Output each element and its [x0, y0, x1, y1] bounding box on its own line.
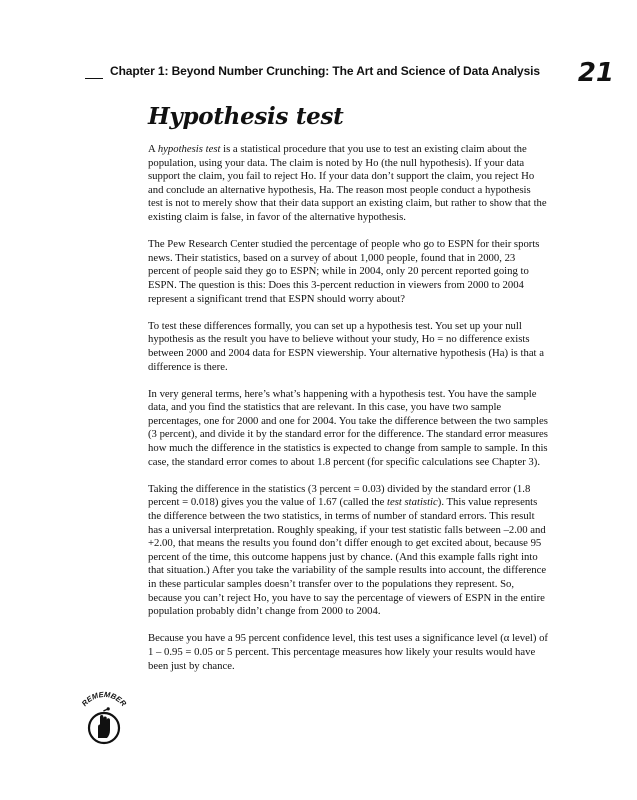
paragraph-5	[148, 483, 548, 619]
paragraph-3: To test these differences formally, you can set up a hypothesis test. You set up your null hypothesis as the result you have to believe without your study, Ho = no difference exists between 2000 and 2004 data for ESPN viewership. Your alternative hypothesis (Ha) is that a difference is there.	[148, 319, 544, 373]
p1-lead: A	[148, 143, 158, 155]
remember-icon	[74, 690, 134, 746]
term-test-statistic: test statistic	[387, 496, 438, 509]
paragraph-6: Because you have a 95 percent confidence level, this test uses a significance level (α level) of 1 – 0.95 = 0.05 or 5 percent. This percentage measures how likely your results would have been just by chance.	[148, 632, 548, 672]
term-hypothesis-test: hypothesis test	[157, 143, 221, 155]
remember-icon-graphic	[74, 690, 134, 746]
header-rule	[85, 78, 103, 79]
section-title: Hypothesis test	[148, 103, 344, 130]
body-text	[148, 143, 548, 673]
paragraph-4: In very general terms, here’s what’s happening with a hypothesis test. You have the sample data, and you find the statistics that are relevant. In this case, you have two sample percentages, one for 2000 and one for 2004. You take the difference between the two samples (3 percent), and divide it by the standard error for the difference. The standard error measures how much the difference in the statistics is expected to change from sample to sample. In this case, the standard error comes to about 1.8 percent (for specific calculations see Chapter 3).	[148, 387, 548, 468]
chapter-title: Chapter 1: Beyond Number Crunching: The Art and Science of Data Analysis	[110, 64, 540, 78]
paragraph-1	[148, 143, 548, 225]
p5-part1: Taking the difference in the statistics (3 percent = 0.03) divided by the standard error (1.8 percent = 0.018) gives you the value of 1.67 (called the	[148, 482, 531, 509]
p1-rest: is a statistical procedure that you use to test an existing claim about the population, using your data. The claim is noted by Ho (the null hypothesis). If your data support the claim, you fail to reject Ho. If your data don’t support the claim, you reject Ho and conclude an alternative hypothesis, Ha. The reason most people conduct a hypothesis test is not to merely show that their data support an existing claim, but rather to show that the existing claim is false, in favor of the alternative hypothesis.	[148, 143, 547, 223]
running-header	[85, 58, 620, 88]
page-number: 21	[577, 58, 614, 88]
remember-label: REMEMBER	[79, 690, 129, 709]
p5-part2: ). This value represents the difference between the two statistics, in terms of number of standard errors. This result has a universal interpretation. Roughly speaking, if your test statistic falls between –2.00 and +2.00, that means the results you found don’t differ enough to get excited about, because 95 percent of the time, this outcome happens just by chance. (And this example falls right into that situation.) After you take the variability of the sample results into account, the difference in these particular samples doesn’t transfer over to the populations they represent. So, because you can’t reject Ho, you have to say the percentage of viewers of ESPN in the entire population probably didn’t change from 2000 to 2004.	[148, 496, 547, 618]
paragraph-2: The Pew Research Center studied the percentage of people who go to ESPN for their sports news. Their statistics, based on a survey of about 1,000 people, found that in 2000, 23 percent of people said they go to ESPN; while in 2004, only 20 percent reported going to ESPN. The question is this: Does this 3-percent reduction in viewers from 2000 to 2004 represent a significant trend that ESPN should worry about?	[148, 238, 540, 305]
